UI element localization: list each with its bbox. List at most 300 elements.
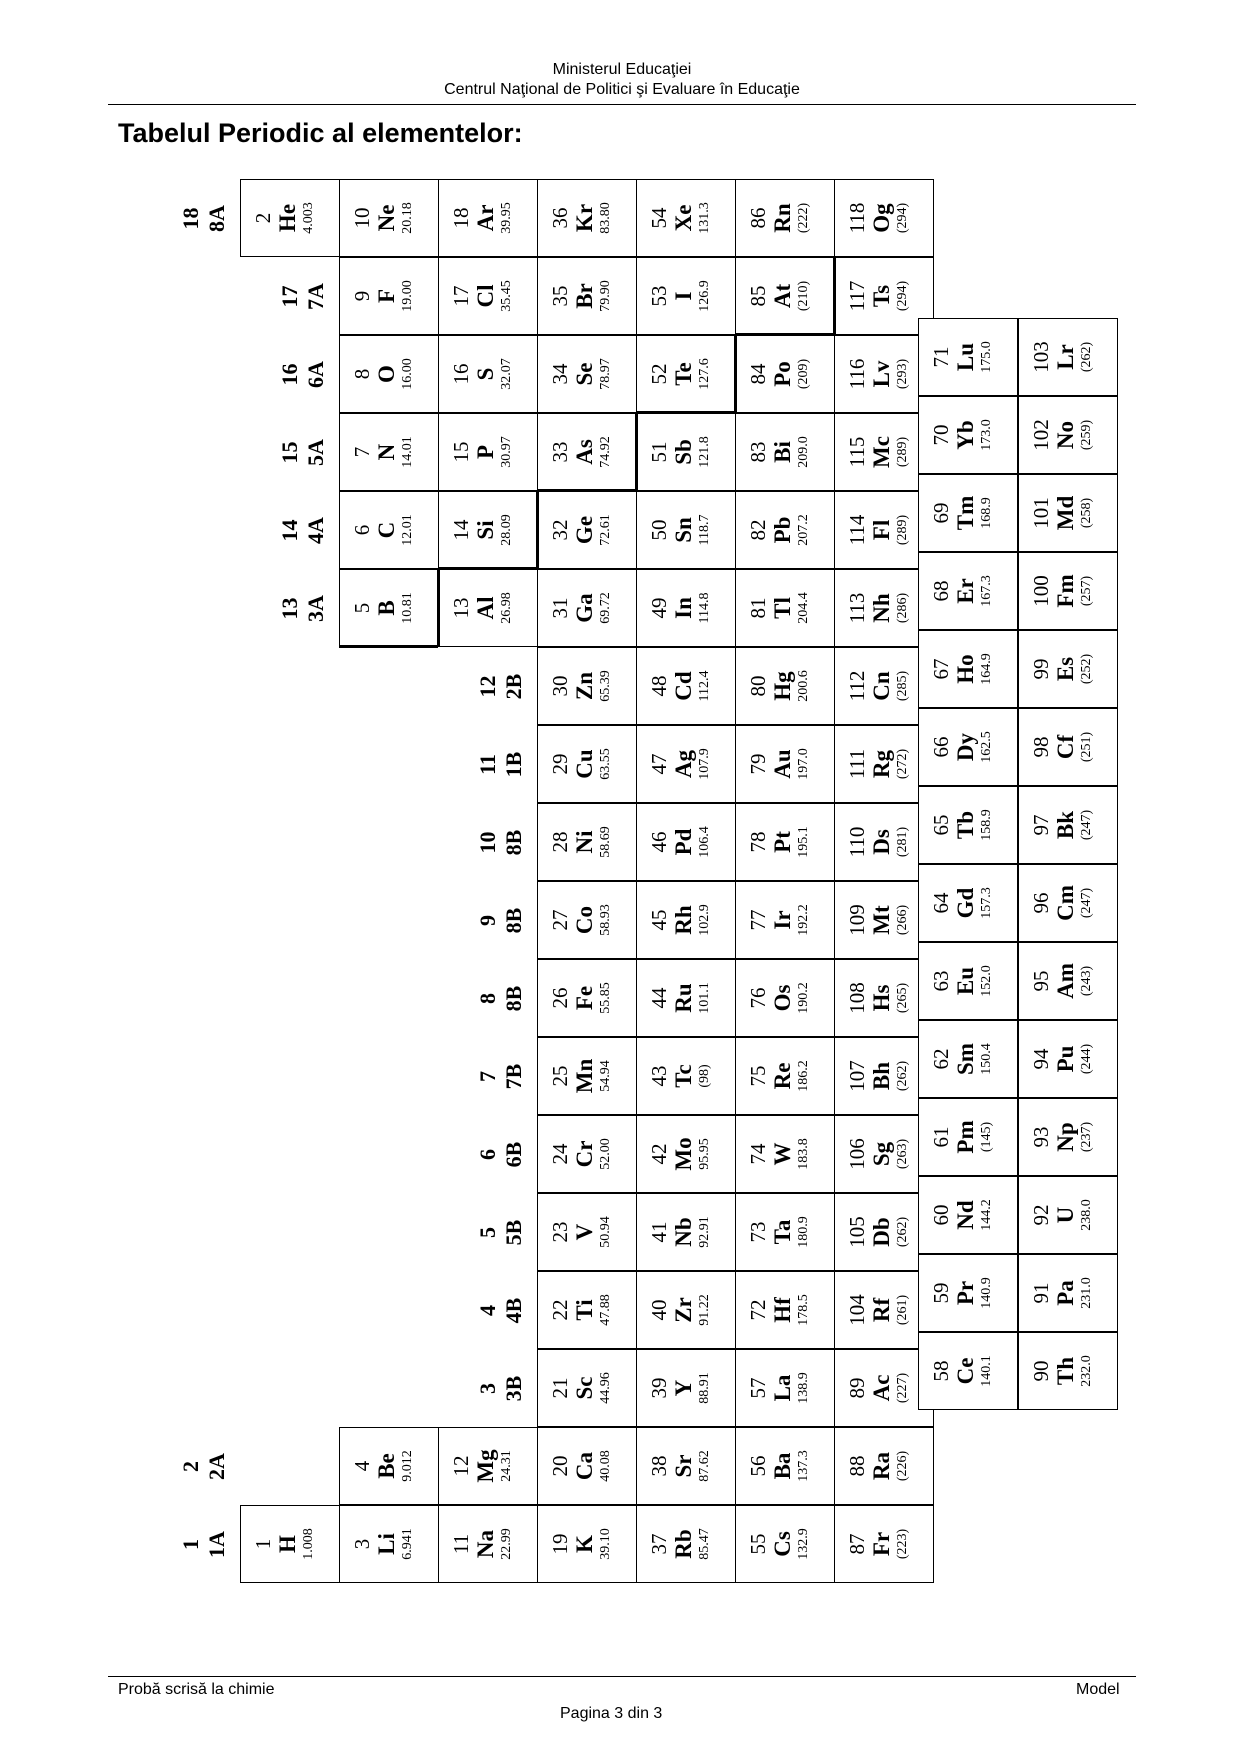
element-symbol: Sn <box>671 517 696 543</box>
element-symbol: Ca <box>572 1451 597 1481</box>
atomic-mass: 72.61 <box>598 514 613 546</box>
element-symbol: Se <box>572 362 597 386</box>
element-cell-md <box>1018 474 1118 552</box>
element-symbol: Re <box>770 1062 795 1090</box>
atomic-mass: 6.941 <box>400 1528 415 1560</box>
element-cell-he <box>240 179 340 257</box>
atomic-mass: (289) <box>895 514 910 546</box>
atomic-mass: (252) <box>1079 653 1094 685</box>
atomic-mass: (247) <box>1079 809 1094 841</box>
atomic-mass: 78.97 <box>598 358 613 390</box>
element-symbol: Pa <box>1053 1280 1078 1306</box>
atomic-number: 59 <box>929 1282 953 1304</box>
element-symbol: Pr <box>953 1280 978 1306</box>
element-cell-ar <box>438 179 538 257</box>
atomic-mass: (293) <box>895 358 910 390</box>
element-symbol: Sg <box>869 1141 894 1167</box>
element-symbol: Es <box>1053 656 1078 682</box>
atomic-mass: 192.2 <box>796 904 811 936</box>
element-symbol: At <box>770 283 795 309</box>
element-symbol: Lr <box>1053 344 1078 370</box>
atomic-number: 36 <box>548 207 572 229</box>
element-cell-rn <box>735 179 835 257</box>
element-cell-mn <box>537 1037 637 1115</box>
group-label: 7B <box>501 1063 526 1090</box>
atomic-number: 87 <box>845 1533 869 1555</box>
group-label: 6A <box>303 361 328 388</box>
atomic-number: 68 <box>929 580 953 602</box>
group-header-6 <box>475 1116 527 1193</box>
element-symbol: Mn <box>572 1058 597 1094</box>
element-cell-at <box>735 257 835 335</box>
element-cell-la <box>735 1349 835 1427</box>
atomic-number: 2 <box>251 212 275 224</box>
element-cell-pt <box>735 803 835 881</box>
element-symbol: N <box>374 443 399 461</box>
element-symbol: Sr <box>671 1454 696 1478</box>
atomic-mass: 168.9 <box>979 497 994 529</box>
atomic-mass: (251) <box>1079 731 1094 763</box>
element-symbol: F <box>374 288 399 304</box>
atomic-mass: (265) <box>895 982 910 1014</box>
group-label: 3B <box>501 1375 526 1402</box>
atomic-mass: 231.0 <box>1079 1277 1094 1309</box>
atomic-number: 25 <box>548 1065 572 1087</box>
element-cell-xe <box>636 179 736 257</box>
group-label: 4A <box>303 517 328 544</box>
element-symbol: Sm <box>953 1043 978 1075</box>
element-cell-w <box>735 1115 835 1193</box>
atomic-mass: 20.18 <box>400 202 415 234</box>
element-symbol: Md <box>1053 495 1078 531</box>
atomic-number: 4 <box>350 1460 374 1472</box>
group-number: 5 <box>475 1227 500 1238</box>
group-header-12 <box>475 648 527 725</box>
atomic-mass: 106.4 <box>697 826 712 858</box>
atomic-mass: (237) <box>1079 1121 1094 1153</box>
element-cell-k <box>537 1505 637 1583</box>
element-cell-am <box>1018 942 1118 1020</box>
element-cell-cf <box>1018 708 1118 786</box>
atomic-number: 109 <box>845 904 869 936</box>
element-symbol: As <box>572 439 597 465</box>
atomic-mass: 24.31 <box>499 1450 514 1482</box>
atomic-number: 94 <box>1029 1048 1053 1070</box>
element-symbol: Mg <box>473 1449 498 1483</box>
element-cell-kr <box>537 179 637 257</box>
element-symbol: Ar <box>473 204 498 232</box>
element-symbol: Mc <box>869 436 894 468</box>
element-symbol: Hf <box>770 1297 795 1323</box>
element-symbol: Kr <box>572 203 597 233</box>
atomic-number: 75 <box>746 1065 770 1087</box>
element-cell-lu <box>918 318 1018 396</box>
atomic-mass: 40.08 <box>598 1450 613 1482</box>
element-symbol: Bi <box>770 441 795 463</box>
periodic-table <box>160 160 910 1595</box>
atomic-mass: 14.01 <box>400 436 415 468</box>
element-cell-cl <box>438 257 538 335</box>
element-cell-v <box>537 1193 637 1271</box>
atomic-number: 24 <box>548 1143 572 1165</box>
element-symbol: Ds <box>869 829 894 855</box>
atomic-number: 63 <box>929 970 953 992</box>
element-symbol: K <box>572 1535 597 1553</box>
element-symbol: Pu <box>1053 1045 1078 1073</box>
element-symbol: Am <box>1053 963 1078 999</box>
atomic-number: 116 <box>845 358 869 390</box>
element-cell-c <box>339 491 439 569</box>
atomic-number: 70 <box>929 424 953 446</box>
atomic-mass: 50.94 <box>598 1216 613 1248</box>
group-header-14 <box>277 492 329 569</box>
element-symbol: Y <box>671 1379 696 1397</box>
atomic-mass: 88.91 <box>697 1372 712 1404</box>
atomic-number: 19 <box>548 1533 572 1555</box>
metal-nonmetal-boundary <box>833 257 836 335</box>
group-header-3 <box>475 1350 527 1427</box>
element-symbol: S <box>473 367 498 381</box>
group-header-17 <box>277 258 329 335</box>
atomic-number: 31 <box>548 597 572 619</box>
element-cell-ca <box>537 1427 637 1505</box>
atomic-mass: (257) <box>1079 575 1094 607</box>
atomic-number: 54 <box>647 207 671 229</box>
atomic-mass: 107.9 <box>697 748 712 780</box>
group-number: 12 <box>475 675 500 698</box>
element-symbol: Mt <box>869 905 894 935</box>
atomic-mass: (266) <box>895 904 910 936</box>
element-cell-n <box>339 413 439 491</box>
group-label: 8A <box>204 205 229 232</box>
atomic-number: 53 <box>647 285 671 307</box>
element-symbol: Cl <box>473 284 498 308</box>
atomic-mass: 63.55 <box>598 748 613 780</box>
element-cell-mo <box>636 1115 736 1193</box>
element-cell-nb <box>636 1193 736 1271</box>
element-cell-og <box>834 179 934 257</box>
atomic-number: 83 <box>746 441 770 463</box>
atomic-number: 67 <box>929 658 953 680</box>
atomic-number: 30 <box>548 675 572 697</box>
atomic-mass: 87.62 <box>697 1450 712 1482</box>
atomic-number: 104 <box>845 1294 869 1326</box>
atomic-number: 18 <box>449 207 473 229</box>
element-cell-fe <box>537 959 637 1037</box>
atomic-number: 37 <box>647 1533 671 1555</box>
atomic-number: 79 <box>746 753 770 775</box>
element-cell-zr <box>636 1271 736 1349</box>
element-symbol: Pd <box>671 828 696 856</box>
element-symbol: Np <box>1053 1122 1078 1152</box>
atomic-number: 86 <box>746 207 770 229</box>
atomic-mass: 58.93 <box>598 904 613 936</box>
element-cell-hg <box>735 647 835 725</box>
atomic-number: 47 <box>647 753 671 775</box>
atomic-number: 3 <box>350 1538 374 1550</box>
atomic-mass: (222) <box>796 202 811 234</box>
element-symbol: Zr <box>671 1297 696 1323</box>
atomic-number: 71 <box>929 346 953 368</box>
element-symbol: Po <box>770 361 795 387</box>
group-number: 11 <box>475 754 500 775</box>
atomic-number: 29 <box>548 753 572 775</box>
atomic-mass: (263) <box>895 1138 910 1170</box>
element-cell-s <box>438 335 538 413</box>
element-cell-f <box>339 257 439 335</box>
element-cell-os <box>735 959 835 1037</box>
element-symbol: Db <box>869 1217 894 1247</box>
atomic-number: 39 <box>647 1377 671 1399</box>
element-symbol: Fm <box>1053 574 1078 608</box>
footer-model: Model <box>1076 1681 1120 1698</box>
element-symbol: Hs <box>869 984 894 1012</box>
atomic-mass: 44.96 <box>598 1372 613 1404</box>
element-symbol: W <box>770 1142 795 1166</box>
atomic-number: 13 <box>449 597 473 619</box>
group-number: 16 <box>277 363 302 386</box>
group-label: 4B <box>501 1297 526 1324</box>
atomic-mass: 209.0 <box>796 436 811 468</box>
element-cell-h <box>240 1505 340 1583</box>
atomic-mass: 16.00 <box>400 358 415 390</box>
atomic-mass: (98) <box>697 1064 712 1088</box>
atomic-mass: (262) <box>895 1216 910 1248</box>
element-symbol: Rh <box>671 905 696 935</box>
atomic-mass: 183.8 <box>796 1138 811 1170</box>
element-cell-es <box>1018 630 1118 708</box>
atomic-mass: (243) <box>1079 965 1094 997</box>
element-cell-cu <box>537 725 637 803</box>
atomic-mass: (145) <box>979 1121 994 1153</box>
atomic-number: 51 <box>647 441 671 463</box>
group-number: 3 <box>475 1383 500 1394</box>
element-cell-rh <box>636 881 736 959</box>
element-cell-li <box>339 1505 439 1583</box>
atomic-number: 101 <box>1029 497 1053 529</box>
group-number: 8 <box>475 993 500 1004</box>
atomic-mass: 83.80 <box>598 202 613 234</box>
atomic-mass: (286) <box>895 592 910 624</box>
atomic-number: 34 <box>548 363 572 385</box>
element-cell-pa <box>1018 1254 1118 1332</box>
element-symbol: Be <box>374 1453 399 1479</box>
metal-nonmetal-boundary <box>339 645 438 648</box>
atomic-mass: 164.9 <box>979 653 994 685</box>
atomic-mass: 204.4 <box>796 592 811 624</box>
element-symbol: Ts <box>869 284 894 308</box>
atomic-number: 91 <box>1029 1282 1053 1304</box>
element-symbol: Ir <box>770 910 795 930</box>
element-cell-be <box>339 1427 439 1505</box>
element-symbol: Eu <box>953 966 978 996</box>
atomic-number: 16 <box>449 363 473 385</box>
element-cell-sc <box>537 1349 637 1427</box>
metal-nonmetal-boundary <box>636 411 735 414</box>
element-symbol: B <box>374 600 399 616</box>
atomic-mass: 118.7 <box>697 514 712 546</box>
atomic-mass: 152.0 <box>979 965 994 997</box>
atomic-number: 61 <box>929 1126 953 1148</box>
element-symbol: Ti <box>572 1299 597 1321</box>
atomic-mass: 9.012 <box>400 1450 415 1482</box>
element-symbol: Ho <box>953 654 978 684</box>
atomic-number: 77 <box>746 909 770 931</box>
group-number: 6 <box>475 1149 500 1160</box>
element-symbol: Pt <box>770 831 795 853</box>
atomic-number: 57 <box>746 1377 770 1399</box>
element-cell-gd <box>918 864 1018 942</box>
element-cell-hf <box>735 1271 835 1349</box>
element-symbol: No <box>1053 420 1078 450</box>
atomic-number: 48 <box>647 675 671 697</box>
atomic-mass: 114.8 <box>697 592 712 624</box>
atomic-mass: (209) <box>796 358 811 390</box>
element-symbol: Ga <box>572 593 597 623</box>
group-number: 2 <box>178 1461 203 1472</box>
atomic-number: 84 <box>746 363 770 385</box>
element-symbol: Co <box>572 905 597 935</box>
atomic-number: 113 <box>845 592 869 624</box>
group-number: 7 <box>475 1071 500 1082</box>
atomic-mass: (226) <box>895 1450 910 1482</box>
atomic-number: 45 <box>647 909 671 931</box>
group-header-4 <box>475 1272 527 1349</box>
atomic-number: 74 <box>746 1143 770 1165</box>
atomic-mass: (261) <box>895 1294 910 1326</box>
atomic-mass: (223) <box>895 1528 910 1560</box>
group-number: 9 <box>475 915 500 926</box>
atomic-number: 85 <box>746 285 770 307</box>
metal-nonmetal-boundary <box>537 489 636 492</box>
element-symbol: Gd <box>953 887 978 919</box>
atomic-mass: (285) <box>895 670 910 702</box>
atomic-number: 110 <box>845 826 869 858</box>
element-cell-bi <box>735 413 835 491</box>
element-symbol: Ce <box>953 1357 978 1385</box>
atomic-mass: 180.9 <box>796 1216 811 1248</box>
element-symbol: Bh <box>869 1061 894 1091</box>
atomic-mass: 102.9 <box>697 904 712 936</box>
element-cell-as <box>537 413 637 491</box>
atomic-number: 14 <box>449 519 473 541</box>
atomic-number: 102 <box>1029 419 1053 451</box>
atomic-number: 62 <box>929 1048 953 1070</box>
element-symbol: Rb <box>671 1529 696 1559</box>
atomic-mass: 69.72 <box>598 592 613 624</box>
element-cell-o <box>339 335 439 413</box>
group-header-18 <box>178 180 230 257</box>
element-symbol: Ni <box>572 830 597 854</box>
atomic-number: 96 <box>1029 892 1053 914</box>
element-cell-th <box>1018 1332 1118 1410</box>
atomic-mass: 30.97 <box>499 436 514 468</box>
atomic-mass: 91.22 <box>697 1294 712 1326</box>
element-cell-re <box>735 1037 835 1115</box>
element-symbol: Lu <box>953 342 978 372</box>
group-header-11 <box>475 726 527 803</box>
atomic-number: 89 <box>845 1377 869 1399</box>
element-symbol: Rn <box>770 203 795 233</box>
element-symbol: Cs <box>770 1531 795 1557</box>
element-symbol: Cn <box>869 671 894 701</box>
element-cell-sn <box>636 491 736 569</box>
element-symbol: U <box>1053 1206 1078 1224</box>
group-header-1 <box>178 1506 230 1583</box>
group-label: 2A <box>204 1453 229 1480</box>
atomic-number: 6 <box>350 524 374 536</box>
element-cell-mg <box>438 1427 538 1505</box>
element-cell-ag <box>636 725 736 803</box>
element-symbol: O <box>374 365 399 383</box>
element-cell-ge <box>537 491 637 569</box>
element-cell-tb <box>918 786 1018 864</box>
element-symbol: I <box>671 291 696 301</box>
element-symbol: H <box>275 1535 300 1553</box>
atomic-number: 12 <box>449 1455 473 1477</box>
group-number: 1 <box>178 1539 203 1550</box>
element-cell-ne <box>339 179 439 257</box>
atomic-mass: 4.003 <box>301 202 316 234</box>
element-cell-sm <box>918 1020 1018 1098</box>
element-cell-ba <box>735 1427 835 1505</box>
element-symbol: Tb <box>953 810 978 840</box>
atomic-number: 107 <box>845 1060 869 1092</box>
atomic-number: 65 <box>929 814 953 836</box>
atomic-number: 64 <box>929 892 953 914</box>
group-header-8 <box>475 960 527 1037</box>
group-header-7 <box>475 1038 527 1115</box>
footer-page-number: Pagina 3 din 3 <box>560 1705 663 1722</box>
atomic-mass: 127.6 <box>697 358 712 390</box>
element-symbol: Ac <box>869 1374 894 1402</box>
element-symbol: Te <box>671 362 696 386</box>
atomic-mass: 131.3 <box>697 202 712 234</box>
atomic-number: 97 <box>1029 814 1053 836</box>
atomic-number: 99 <box>1029 658 1053 680</box>
atomic-mass: (289) <box>895 436 910 468</box>
element-cell-al <box>438 569 538 647</box>
atomic-mass: 28.09 <box>499 514 514 546</box>
atomic-number: 27 <box>548 909 572 931</box>
metal-nonmetal-boundary <box>536 491 539 569</box>
element-cell-er <box>918 552 1018 630</box>
atomic-mass: (259) <box>1079 419 1094 451</box>
atomic-mass: 10.81 <box>400 592 415 624</box>
atomic-mass: 197.0 <box>796 748 811 780</box>
atomic-mass: 19.00 <box>400 280 415 312</box>
atomic-mass: 35.45 <box>499 280 514 312</box>
atomic-number: 38 <box>647 1455 671 1477</box>
element-symbol: Cf <box>1053 734 1078 760</box>
element-symbol: Cu <box>572 749 597 779</box>
atomic-mass: 157.3 <box>979 887 994 919</box>
group-number: 10 <box>475 831 500 854</box>
atomic-number: 93 <box>1029 1126 1053 1148</box>
atomic-number: 20 <box>548 1455 572 1477</box>
element-cell-pu <box>1018 1020 1118 1098</box>
atomic-mass: 186.2 <box>796 1060 811 1092</box>
element-symbol: Ag <box>671 749 696 779</box>
element-cell-tm <box>918 474 1018 552</box>
atomic-number: 76 <box>746 987 770 1009</box>
element-symbol: He <box>275 203 300 233</box>
atomic-mass: 12.01 <box>400 514 415 546</box>
atomic-mass: 112.4 <box>697 670 712 702</box>
atomic-number: 114 <box>845 514 869 546</box>
group-number: 4 <box>475 1305 500 1316</box>
atomic-number: 98 <box>1029 736 1053 758</box>
